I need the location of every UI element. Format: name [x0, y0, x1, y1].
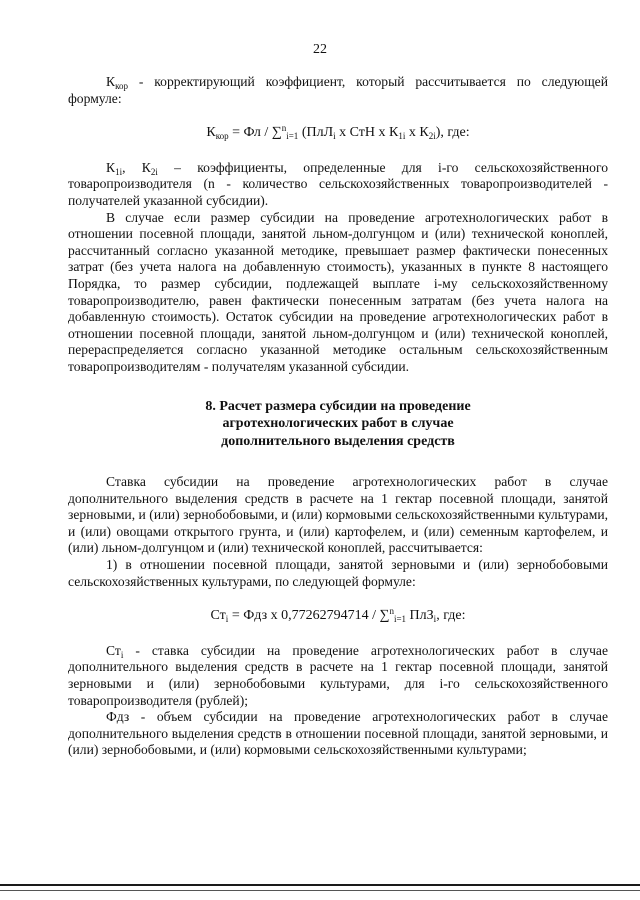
- section-heading-line-2: агротехнологических работ в случае: [222, 416, 454, 431]
- page-bottom-rule-thin: [0, 890, 640, 891]
- page-bottom-rule: [0, 884, 640, 886]
- st-definition: $Ст_i$ - ставка субсидии на проведение агротехнологических работ в случае дополнительного выделения средств в расчете на 1 гектар посевной площади, занятой зерновыми и (или) зернобобовыми культурами, для i-го сельскохозяйственного товаропроизводителя (рублей);: [68, 642, 608, 708]
- section-heading-line-1: 8. Расчет размера субсидии на проведение: [205, 398, 471, 414]
- k-kor-definition-text: - корректирующий коэффициент, который рассчитывается по следующей формуле:: [68, 74, 608, 106]
- formula-k-kor: $К_{кор}$ = Фл / ∑$^n_{i=1}$ (ПлЛ$_i$ х СтН х $К_{1i}$ х $К_{2i}$), где:: [206, 123, 470, 142]
- paragraph-rate: Ставка субсидии на проведение агротехнологических работ в случае дополнительного выделения средств в расчете на 1 гектар посевной площади, занятой зерновыми, и (или) зернобобовыми, и (или) кормовыми сельскохозяйственными культурами, и (или) овощами открытого грунта, и (или) картофелем, и (или) семенным картофелем, и (или) льном-долгунцом и (или) технической коноплей, рассчитывается:: [68, 474, 608, 556]
- fdz-definition: Фдз - объем субсидии на проведение агротехнологических работ в случае дополнительного выделения средств в отношении посевной площади, занятой зерновыми, и (или) зернобобовыми, и (или) кормовыми сельскохозяйственными культурами;: [68, 709, 608, 758]
- k-kor-symbol: $К_{кор}$: [106, 74, 128, 91]
- formula-st: $Ст_i$ = Фдз х 0,77262794714 / ∑$^n_{i=1}$ ПлЗ$_i$, где:: [210, 606, 466, 625]
- k-kor-definition: [68, 74, 608, 107]
- paragraph-case-excess: В случае если размер субсидии на проведение агротехнологических работ в отношении посевной площади, занятой льном-долгунцом и (или) технической коноплей, рассчитанный согласно указанной методике, превышает размер фактически понесенных затрат (без учета налога на добавленную стоимость), указанных в пункте 8 настоящего Порядка, то размер субсидии, подлежащей выплате i-му сельскохозяйственному товаропроизводителю, равен фактически понесенным затратам (без учета налога на добавленную стоимость). Остаток субсидии на проведение агротехнологических работ в отношении посевной площади, занятой льном-долгунцом и (или) технической коноплей, перераспределяется согласно указанной методике остальным сельскохозяйственным товаропроизводителям - получателям указанной субсидии.: [68, 209, 608, 374]
- section-heading-line-3: дополнительного выделения средств: [221, 433, 455, 449]
- page-number: 22: [313, 42, 327, 57]
- paragraph-item-1: 1) в отношении посевной площади, занятой зерновыми и (или) зернобобовыми сельскохозяйственных культурами, по следующей формуле:: [68, 556, 608, 589]
- k1-k2-definition: $К_{1i}$, $К_{2i}$ – коэффициенты, определенные для i-го сельскохозяйственного товаропроизводителя (n - количество сельскохозяйственных товаропроизводителей - получателей указанной субсидии).: [68, 159, 608, 208]
- section-heading: [68, 398, 608, 451]
- document-body: [68, 74, 608, 759]
